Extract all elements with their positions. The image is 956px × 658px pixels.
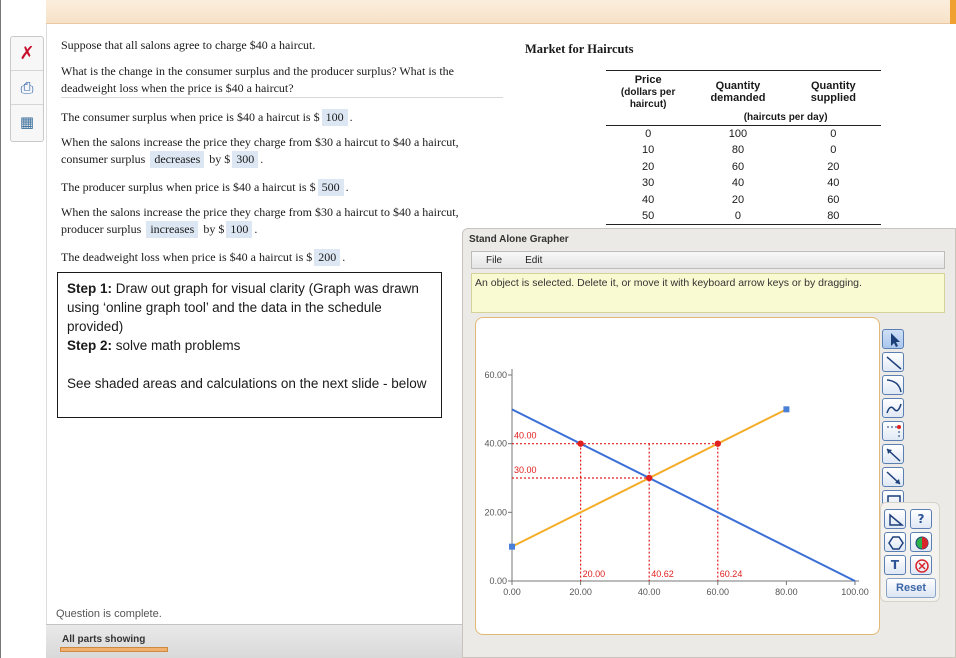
table-cell-qd: 100: [728, 128, 748, 140]
y-tick-label: 20.00: [484, 507, 507, 518]
table-cell-p: 50: [606, 208, 690, 225]
curve-tool-icon[interactable]: [882, 375, 904, 395]
ps-change-label: producer surplus: [61, 222, 142, 236]
question-divider: [61, 97, 503, 98]
grapher-window: [462, 228, 956, 658]
calculator-icon[interactable]: ▦: [19, 113, 35, 131]
top-bar-accent: [950, 0, 956, 24]
close-icon[interactable]: ✗: [11, 37, 43, 71]
dwl-answer-line: [61, 249, 345, 266]
print-icon[interactable]: ⎙: [11, 71, 43, 105]
y-tick-label: 60.00: [484, 370, 507, 380]
dwl-answer[interactable]: 200: [314, 249, 340, 266]
parts-showing-label[interactable]: All parts showing: [62, 634, 146, 645]
col-price-sub: (dollars per haircut): [620, 87, 676, 110]
demand-line: [512, 409, 855, 581]
cs-change-by: by $: [209, 152, 231, 166]
guide-label-y: 30.00: [514, 465, 537, 475]
ps-change-answer[interactable]: 100: [226, 221, 252, 238]
reset-button[interactable]: Reset: [886, 578, 936, 598]
table-cell-p: 30: [642, 177, 655, 190]
x-tick-label: 0.00: [503, 587, 521, 597]
intersection-point: [577, 440, 583, 446]
prompt-line-1: What is the change in the consumer surplus and the producer surplus? What is the: [61, 64, 455, 78]
table-cell-qs: 0: [830, 128, 837, 140]
graph-panel[interactable]: [475, 317, 880, 635]
intersection-point: [646, 475, 652, 481]
screen-edge: [0, 0, 1, 658]
question-prompt-2: [61, 63, 454, 97]
table-cell-p: 20: [642, 160, 655, 173]
table-cell-qd: 0: [690, 208, 785, 225]
col-qs: Quantity supplied: [786, 71, 881, 112]
grapher-message: An object is selected. Delete it, or move it with keyboard arrow keys or by dragging.: [471, 273, 945, 313]
prompt-line-2: deadweight loss when the price is $40 a haircut?: [61, 81, 294, 95]
ps-change-by: by $: [203, 222, 225, 236]
freehand-tool-icon[interactable]: [882, 398, 904, 418]
polygon-tool-icon[interactable]: [884, 532, 906, 552]
cs-change-direction[interactable]: decreases: [150, 151, 204, 168]
col-price-label: Price: [634, 74, 662, 86]
table-row: [606, 192, 881, 209]
guide-label-x: 20.00: [582, 569, 606, 579]
grapher-menubar: [471, 251, 945, 269]
ps-change-line: [61, 204, 459, 238]
table-cell-p: 0: [645, 128, 652, 140]
ps-change-direction[interactable]: increases: [146, 221, 198, 238]
cs-answer-line: [61, 109, 353, 126]
period: .: [342, 250, 346, 264]
select-tool-icon[interactable]: [882, 329, 904, 349]
triangle-tool-icon[interactable]: [884, 509, 906, 529]
top-bar: [46, 0, 956, 24]
bottom-bar: [46, 624, 466, 658]
table-row: [606, 159, 881, 176]
grapher-title: Stand Alone Grapher: [469, 234, 569, 245]
table-cell-qd: 60: [731, 160, 745, 173]
cs-change-line: [61, 134, 459, 168]
col-qd: Quantity demanded: [690, 71, 785, 112]
supply-endpoint-handle: [783, 406, 789, 412]
line-tool-icon[interactable]: [882, 352, 904, 372]
x-tick-label: 40.00: [637, 587, 661, 597]
table-cell-qs: 60: [827, 193, 840, 206]
step2-text: solve math problems: [112, 338, 241, 353]
table-cell-qs: 40: [827, 177, 840, 190]
x-tick-label: 100.00: [841, 587, 869, 597]
table-row: [606, 142, 881, 159]
guide-label-x: 40.62: [651, 569, 674, 579]
point-tool-icon[interactable]: [882, 421, 904, 441]
x-tick-label: 20.00: [569, 587, 592, 597]
table-row: [606, 208, 881, 225]
question-prompt: Suppose that all salons agree to charge $40 a haircut.: [61, 38, 316, 52]
table-cell-qd: 20: [731, 193, 745, 206]
cs-change-text: When the salons increase the price they charge from $30 a haircut to $40 a haircut,: [61, 135, 459, 149]
cs-text: The consumer surplus when price is $40 a haircut is $: [61, 110, 320, 124]
y-tick-label: 40.00: [484, 438, 507, 449]
table-cell-p: 10: [642, 144, 655, 157]
ps-answer-line: [61, 179, 349, 196]
cs-change-answer[interactable]: 300: [232, 151, 258, 168]
text-tool-icon[interactable]: T: [884, 555, 906, 575]
table-cell-qs: 20: [827, 160, 840, 173]
x-tick-label: 80.00: [775, 587, 798, 597]
ps-change-text: When the salons increase the price they charge from $30 a haircut to $40 a haircut,: [61, 205, 459, 219]
step1-label: Step 1:: [67, 281, 113, 296]
table-cell-qd: 80: [731, 144, 745, 157]
col-price: [606, 71, 690, 112]
guide-label-y: 40.00: [514, 430, 537, 441]
x-tick-label: 60.00: [706, 587, 730, 597]
arrow-tool-icon[interactable]: [882, 467, 904, 487]
ps-answer[interactable]: 500: [318, 179, 344, 196]
period: .: [254, 222, 258, 236]
table-cell-qs: 0: [830, 144, 837, 157]
table-row: [606, 126, 881, 143]
graph-canvas[interactable]: [476, 318, 881, 636]
period: .: [345, 180, 349, 194]
market-title: Market for Haircuts: [525, 42, 634, 56]
ps-text: The producer surplus when price is $40 a haircut is $: [61, 180, 316, 194]
table-cell-p: 40: [642, 193, 655, 206]
period: .: [260, 152, 264, 166]
delete-icon[interactable]: [910, 555, 932, 575]
intersection-point: [715, 440, 721, 446]
supply-endpoint-handle: [509, 544, 515, 550]
dwl-text: The deadweight loss when price is $40 a haircut is $: [61, 250, 313, 264]
cs-change-label: consumer surplus: [61, 152, 146, 166]
note-box: [57, 272, 442, 418]
period: .: [349, 110, 353, 124]
guide-label-x: 60.24: [719, 569, 743, 579]
step2-label: Step 2:: [67, 338, 113, 353]
menu-file[interactable]: File: [486, 255, 503, 266]
y-tick-label: 0.00: [489, 576, 507, 586]
col-unit: (haircuts per day): [743, 112, 828, 123]
menu-edit[interactable]: Edit: [525, 255, 543, 266]
col-spacer: [606, 111, 690, 126]
table-cell-qs: 80: [786, 208, 881, 225]
content-divider: [46, 24, 47, 624]
note-extra: See shaded areas and calculations on the next slide - below: [67, 376, 427, 391]
table-row: [606, 175, 881, 192]
help-icon[interactable]: ?: [910, 509, 932, 529]
step1-text: Draw out graph for visual clarity (Graph was drawn using ‘online graph tool’ and the data in the schedule provided): [67, 281, 419, 334]
color-tool-icon[interactable]: [910, 532, 932, 552]
cs-answer[interactable]: 100: [322, 109, 348, 126]
vector-tool-icon[interactable]: [882, 444, 904, 464]
left-toolstrip: [10, 36, 44, 142]
completion-status: Question is complete.: [56, 608, 162, 620]
parts-progress: [60, 647, 168, 652]
market-table: [606, 70, 881, 225]
table-cell-qd: 40: [731, 177, 745, 190]
